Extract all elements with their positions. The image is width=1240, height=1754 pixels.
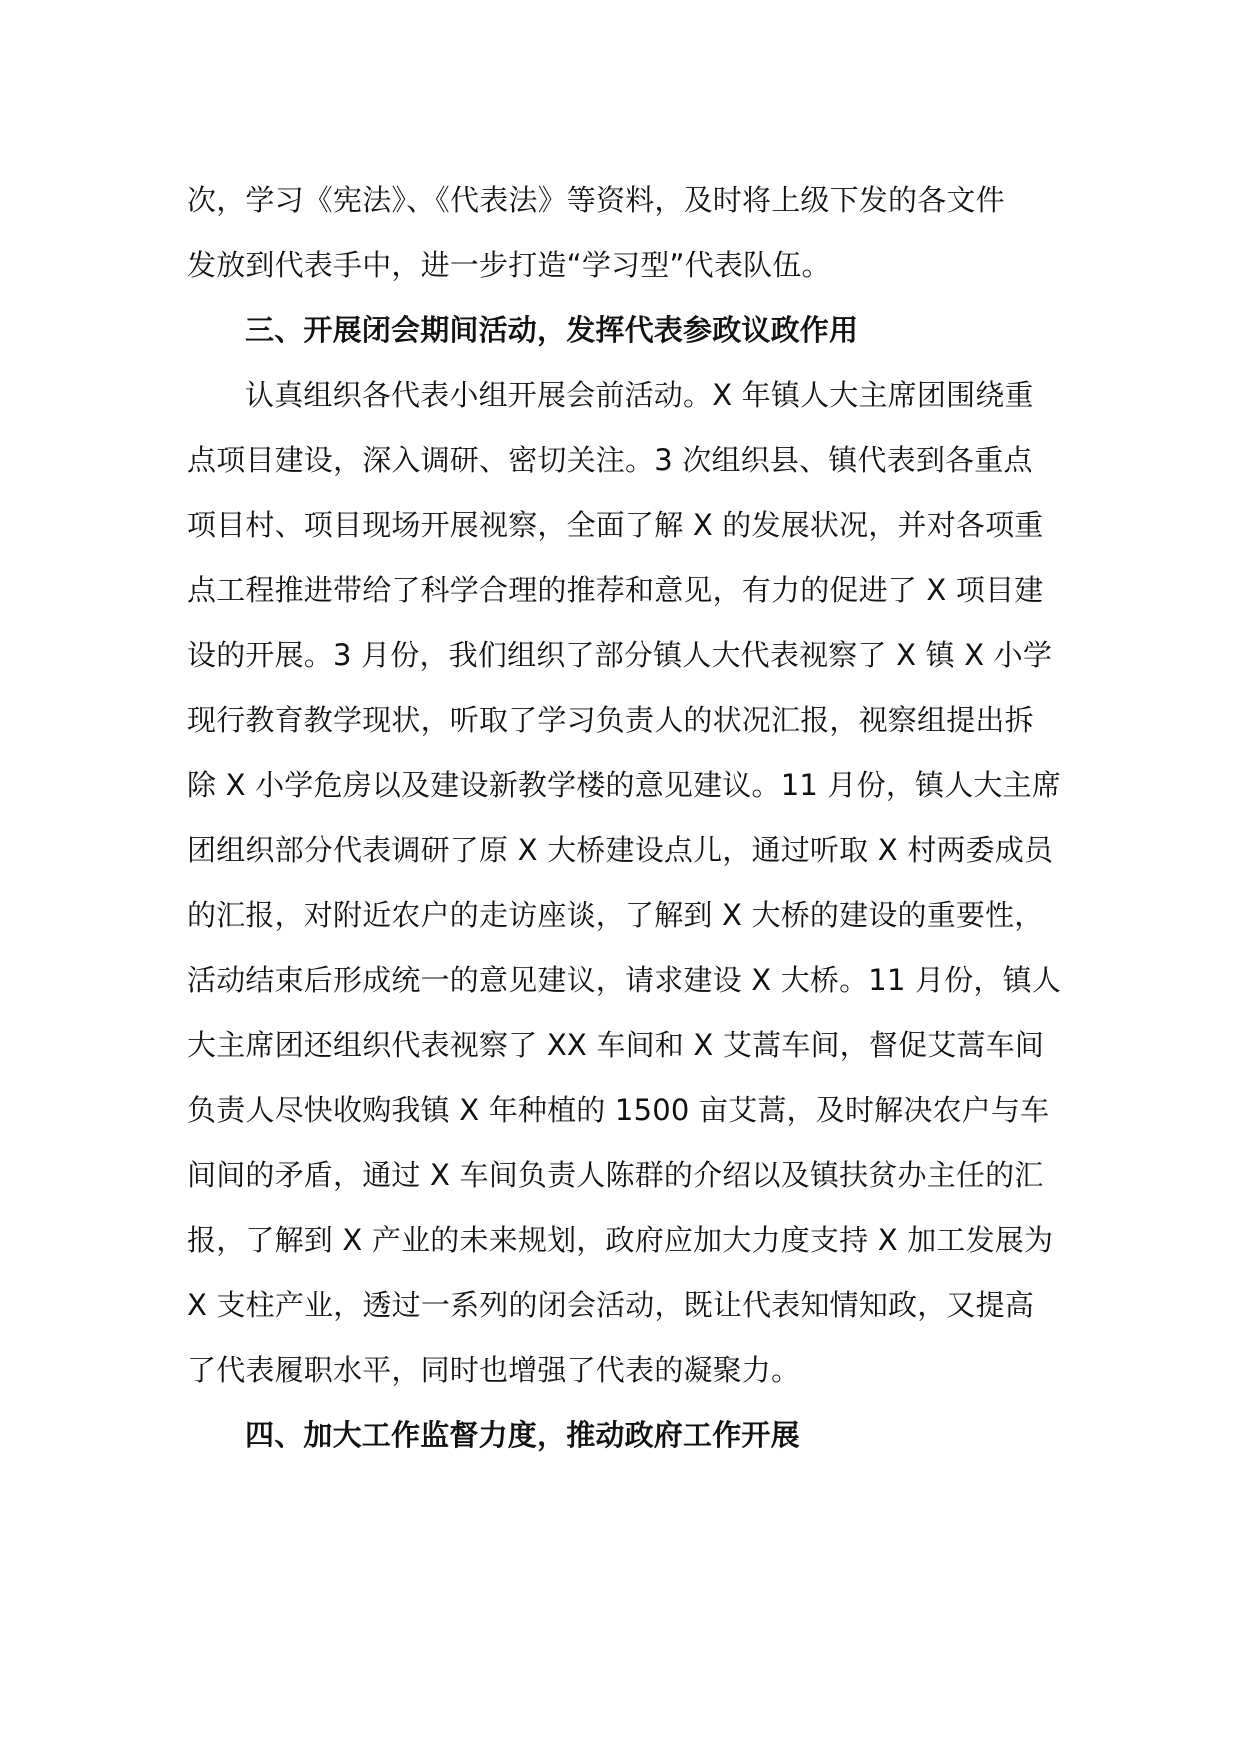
text-line: 发放到代表手中，进一步打造“学习型”代表队伍。 — [187, 248, 831, 282]
text-line: 大主席团还组织代表视察了 XX 车间和 X 艾蒿车间，督促艾蒿车间 — [187, 1028, 1045, 1062]
text-line: 设的开展。3 月份，我们组织了部分镇人大代表视察了 X 镇 X 小学 — [187, 638, 1053, 672]
text-line: 现行教育教学现状，听取了学习负责人的状况汇报，视察组提出拆 — [187, 703, 1034, 737]
text-line: 点工程推进带给了科学合理的推荐和意见，有力的促进了 X 项目建 — [187, 573, 1044, 607]
text-line: 的汇报，对附近农户的走访座谈，了解到 X 大桥的建设的重要性， — [187, 898, 1044, 932]
text-line: 负责人尽快收购我镇 X 年种植的 1500 亩艾蒿，及时解决农户与车 — [187, 1093, 1050, 1127]
text-line: 活动结束后形成统一的意见建议，请求建设 X 大桥。11 月份，镇人 — [187, 963, 1062, 997]
section-heading-3: 三、开展闭会期间活动，发挥代表参政议政作用 — [245, 313, 859, 347]
document-body — [187, 168, 1062, 1468]
text-line: 报，了解到 X 产业的未来规划，政府应加大力度支持 X 加工发展为 — [187, 1223, 1054, 1257]
text-line: 间间的矛盾，通过 X 车间负责人陈群的介绍以及镇扶贫办主任的汇 — [187, 1158, 1044, 1192]
text-line: 了代表履职水平，同时也增强了代表的凝聚力。 — [187, 1353, 801, 1387]
section-heading-4: 四、加大工作监督力度，推动政府工作开展 — [245, 1418, 800, 1452]
text-line: 团组织部分代表调研了原 X 大桥建设点儿，通过听取 X 村两委成员 — [187, 833, 1054, 867]
text-line: 次，学习《宪法》、《代表法》等资料，及时将上级下发的各文件 — [187, 183, 1005, 217]
text-line: 项目村、项目现场开展视察，全面了解 X 的发展状况，并对各项重 — [187, 508, 1044, 542]
paragraph-start-line: 认真组织各代表小组开展会前活动。X 年镇人大主席团围绕重 — [245, 378, 1034, 412]
text-line: X 支柱产业，透过一系列的闭会活动，既让代表知情知政，又提高 — [187, 1288, 1035, 1322]
text-line: 点项目建设，深入调研、密切关注。3 次组织县、镇代表到各重点 — [187, 443, 1033, 477]
text-line: 除 X 小学危房以及建设新教学楼的意见建议。11 月份，镇人大主席 — [187, 768, 1062, 802]
